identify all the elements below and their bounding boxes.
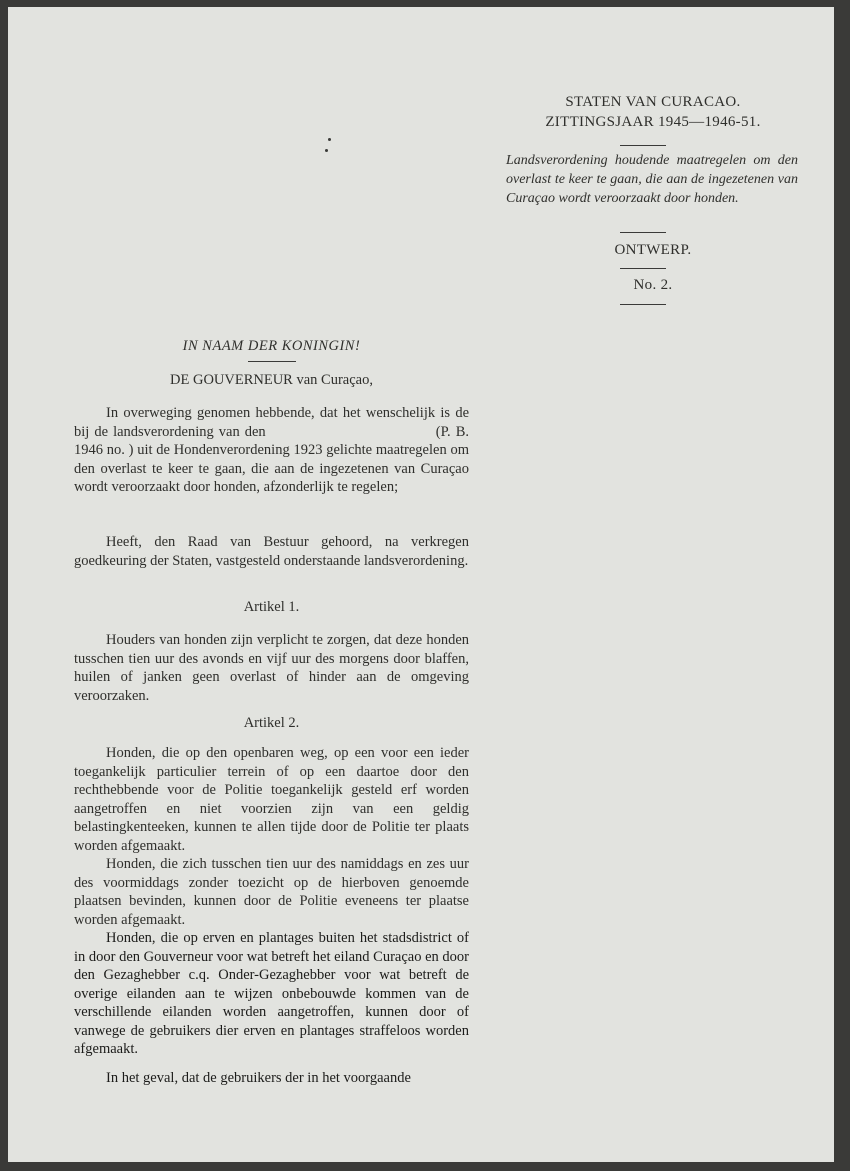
- session-year: ZITTINGSJAAR 1945—1946-51.: [545, 114, 761, 130]
- session-title: STATEN VAN CURACAO.: [565, 94, 741, 110]
- subject-divider: [620, 232, 666, 233]
- stray-mark: [325, 149, 328, 152]
- invocation: IN NAAM DER KONINGIN!: [182, 338, 361, 354]
- document-page: [8, 7, 834, 1162]
- article-2-paragraph-3: Honden, die op erven en plantages buiten het stadsdistrict of in door den Gouverneur voor wat betreft het eiland Curaçao en door den Gezaghebber c.q. Onder-Gezaghebber voor wat betreft de overige eilanden aan te wijzen onbebouwde kommen van de verschillende eilanden worden aangetroffen, kunnen door of vanwege de gebruikers dier erven en plantages straffeloos worden afgemaakt.: [74, 930, 469, 1057]
- number-divider: [620, 304, 666, 305]
- considering-text: [74, 404, 469, 497]
- draft-label: ONTWERP.: [614, 242, 692, 258]
- stray-mark: [328, 138, 331, 141]
- article-2-title: Artikel 2.: [243, 715, 300, 731]
- article-1-title: Artikel 1.: [243, 599, 300, 615]
- article-2-paragraph-1: Honden, die op den openbaren weg, op een voor een ieder toegankelijk particulier terrein of op een daartoe door den rechthebbende voor de Politie toegankelijk gesteld erf worden aangetroffen en niet voorzien zijn van een geldig belastingkenteeken, kunnen te allen tijde door de Politie ter plaats worden afgemaakt.: [74, 745, 469, 854]
- document-number: No. 2.: [633, 277, 673, 293]
- article-2-paragraph-4: In het geval, dat de gebruikers der in het voorgaande: [106, 1070, 411, 1086]
- ordinance-subject: Landsverordening houdende maatregelen om den overlast te keer te gaan, die aan de ingezetenen van Curaçao wordt veroorzaakt door honden.: [506, 153, 798, 206]
- considering-part-b: (P. B. 1946 no. ) uit de Hondenverordening 1923 gelichte maatregelen om den overlast te keer te gaan, die aan de ingezetenen van Curaçao wordt veroorzaakt door honden, afzonderlijk te regelen;: [74, 423, 470, 495]
- governor-line: DE GOUVERNEUR van Curaçao,: [170, 372, 373, 388]
- enactment-clause: Heeft, den Raad van Bestuur gehoord, na verkregen goedkeuring der Staten, vastgesteld onderstaande landsverordening.: [74, 534, 469, 569]
- article-1-text: Houders van honden zijn verplicht te zorgen, dat deze honden tusschen tien uur des avonds en vijf uur des morgens door blaffen, huilen of janken geen overlast of hinder aan de omgeving veroorzaken.: [74, 632, 469, 704]
- article-2-paragraph-2: Honden, die zich tusschen tien uur des namiddags en zes uur des voormiddags zonder toezicht op de hierboven genoemde plaatsen bevinden, kunnen door de Politie eveneens ter plaatse worden afgemaakt.: [74, 856, 469, 928]
- invocation-divider: [248, 361, 296, 362]
- header-divider: [620, 145, 666, 146]
- considering-part-a: In overweging genomen hebbende, dat het wenschelijk is de bij de landsverordening van den: [74, 405, 469, 440]
- draft-divider: [620, 268, 666, 269]
